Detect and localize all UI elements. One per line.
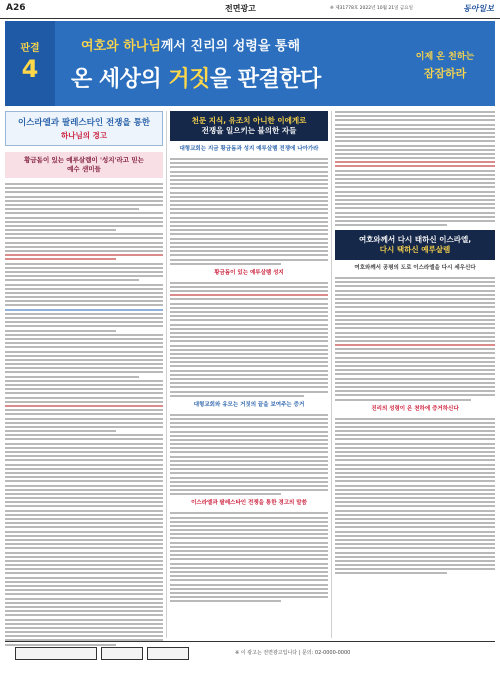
footer-bar [5, 641, 495, 664]
col3-callout-2: 진리의 성령이 온 천하에 증거하신다 [371, 405, 459, 412]
col2-body-2 [170, 282, 328, 397]
col2-body-4 [170, 512, 328, 602]
footer-box-2 [101, 647, 143, 660]
col1-pink-callout [5, 152, 163, 178]
footer-note: ※ 이 광고는 전면광고입니다 | 문의: 02-0000-0000 [235, 650, 351, 656]
col3-title-box [335, 230, 495, 260]
col2-body-1 [170, 158, 328, 265]
column-3 [335, 111, 495, 577]
headline-subtitle [81, 35, 300, 54]
col3-body-3 [335, 418, 495, 575]
newspaper-logo: 동아일보 [463, 4, 494, 13]
column-2 [170, 111, 328, 604]
footer-box-1 [15, 647, 97, 660]
section-title: 전면광고 [225, 4, 256, 13]
col2-body-3 [170, 414, 328, 496]
col2-title-line-1: 천문 지식, 유조치 아니한 이에게로 [191, 116, 307, 125]
slogan-line-1: 이제 온 천하는 [415, 52, 475, 62]
col2-callout-4: 이스라엘과 팔레스타인 전쟁을 통한 경고의 말씀 [191, 500, 307, 507]
headline-banner [5, 21, 495, 106]
verdict-number: 4 [21, 55, 39, 83]
banner-right-slogan [405, 49, 485, 81]
col3-title-line-1: 여호와께서 다시 태하신 이스라엘, [358, 235, 472, 245]
headline-main-highlight: 거짓 [168, 67, 210, 92]
column-divider [331, 111, 332, 638]
column-divider [166, 111, 167, 638]
col2-title-box [170, 111, 328, 141]
col3-body-1 [335, 111, 495, 226]
col1-subtitle: 하나님의 경고 [60, 131, 108, 140]
col3-callout-1: 여호와께서 공평의 도로 이스라엘을 다시 세우신다 [354, 265, 476, 272]
col1-title-box [5, 111, 163, 146]
issue-line: ※ 제31778호 2022년 10월 21일 금요일 [330, 6, 413, 11]
headline-main [71, 62, 321, 93]
masthead [0, 0, 500, 19]
headline-main-pre: 온 세상의 [71, 67, 169, 92]
col2-callout-1: 대형교회는 지금 황금돔과 성지 예루살렘 전쟁에 나아가라 [179, 146, 319, 152]
column-1 [5, 111, 163, 648]
slogan-line-2: 잠잠하라 [423, 67, 467, 80]
col1-title: 이스라엘과 팔레스타인 전쟁을 통한 [17, 118, 151, 128]
col3-title-line-2: 다시 택하신 예루살렘 [379, 245, 451, 255]
headline-subtitle-rest: 께서 진리의 성령을 통해 [160, 39, 301, 54]
col2-callout-3: 대형교회와 유모는 거짓의 끝을 보여주는 증거 [193, 401, 305, 408]
col1-body [5, 183, 163, 646]
col2-title-line-2: 전쟁을 일으키는 불의한 자들 [201, 126, 297, 135]
verdict-badge [5, 21, 55, 106]
headline-subtitle-highlight: 여호와 하나님 [81, 39, 161, 54]
footer-box-3 [147, 647, 189, 660]
col1-pink-line-2: 예수 샌미들 [67, 165, 101, 173]
col2-callout-2: 황금돔이 있는 예루살렘 성지 [214, 269, 284, 276]
headline-main-post: 을 판결한다 [209, 67, 321, 92]
col3-body-2 [335, 277, 495, 400]
col1-pink-line-1: 황금돔이 있는 예루살렘이 '성지'라고 믿는 [24, 156, 144, 164]
verdict-kicker: 판결 [20, 43, 40, 54]
page-number: A26 [6, 3, 26, 13]
